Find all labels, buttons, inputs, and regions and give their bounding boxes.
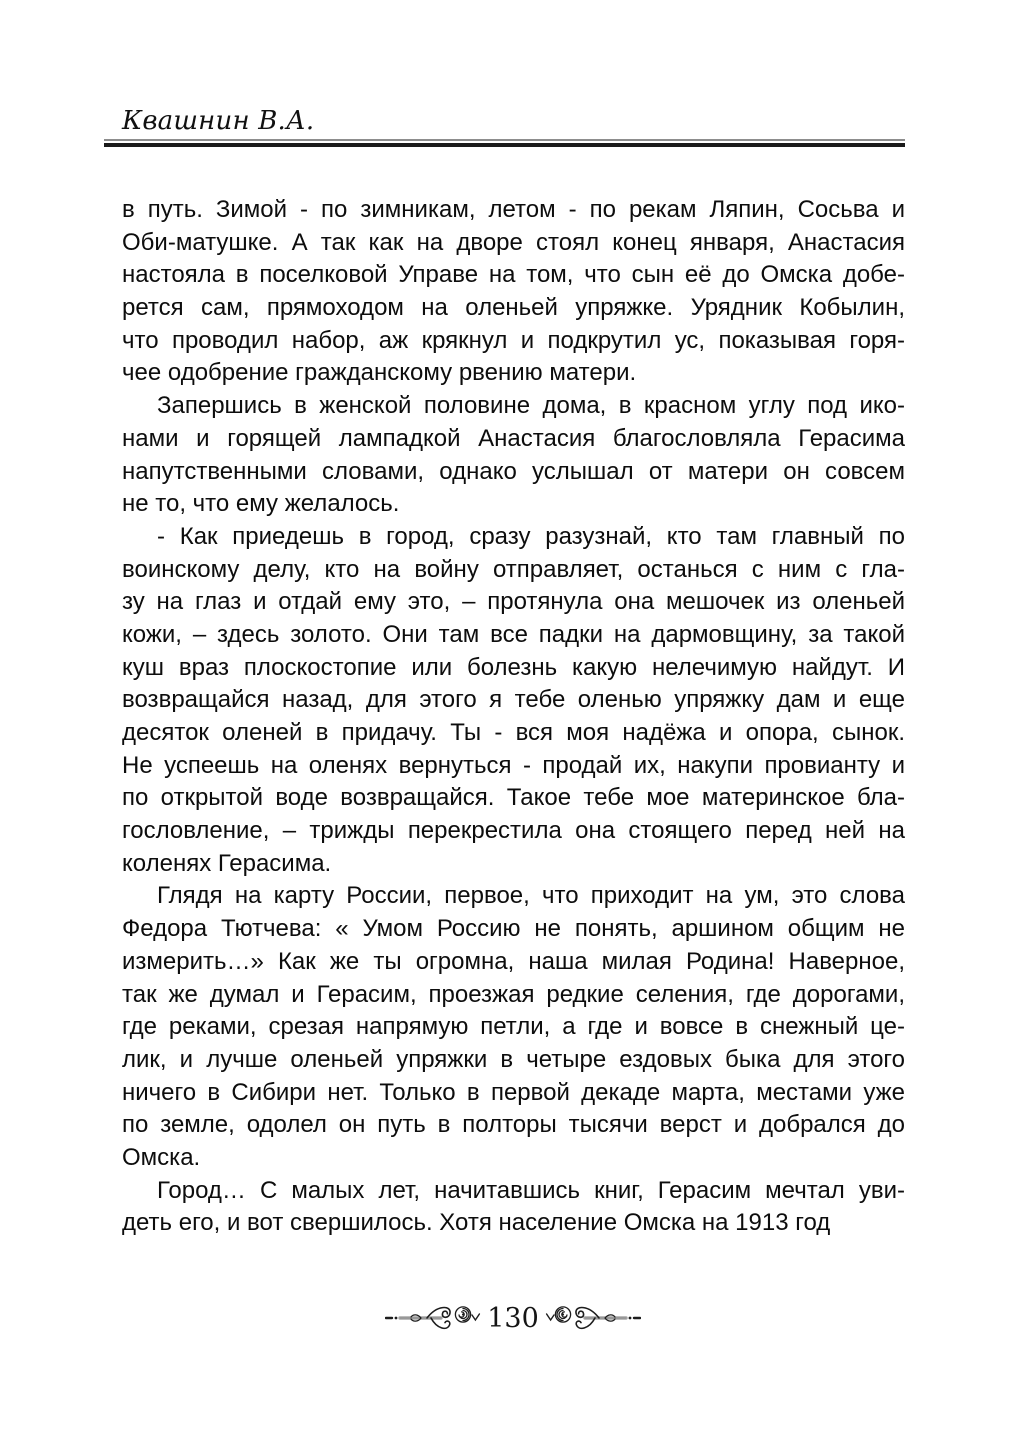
paragraph xyxy=(122,880,905,1174)
text-line: воинскому делу, кто на войну отправляет, останься с ним с гла- xyxy=(122,555,905,583)
text-line: Запершись в женской половине дома, в красном углу под ико- xyxy=(157,392,905,420)
page-footer xyxy=(0,1298,1026,1338)
text-line: Омска. xyxy=(122,1143,201,1171)
text-line: так же думал и Герасим, проезжая редкие селения, где дорогами, xyxy=(122,980,905,1008)
page-number: 130 xyxy=(487,1302,539,1334)
paragraph xyxy=(122,194,905,390)
paragraph xyxy=(122,521,905,881)
text-line: рется сам, прямоходом на оленьей упряжке. Урядник Кобылин, xyxy=(122,294,905,322)
text-line: Оби-матушке. А так как на дворе стоял конец января, Анастасия xyxy=(122,228,905,256)
paragraph xyxy=(122,390,905,521)
text-line: Город… С малых лет, начитавшись книг, Герасим мечтал уви- xyxy=(157,1176,905,1204)
flourish-left-icon xyxy=(385,1301,481,1335)
text-line: деть его, и вот свершилось. Хотя население Омска на 1913 год xyxy=(122,1209,831,1237)
header-rule-thick-line xyxy=(104,143,905,147)
text-line: по земле, одолел он путь в полторы тысячи верст и добрался до xyxy=(122,1111,905,1139)
text-line: чее одобрение гражданскому рвению матери. xyxy=(122,359,637,387)
text-line: нами и горящей лампадкой Анастасия благословляла Герасима xyxy=(122,424,905,452)
text-line: зу на глаз и отдай ему это, – протянула она мешочек из оленьей xyxy=(122,588,905,616)
text-line: коленях Герасима. xyxy=(122,849,332,877)
body-text xyxy=(122,194,905,1240)
text-line: измерить…» Как же ты огромна, наша милая Родина! Наверное, xyxy=(122,947,905,975)
paragraph xyxy=(122,1175,905,1240)
text-line: напутственными словами, однако услышал от матери он совсем xyxy=(122,457,905,485)
text-line: куш враз плоскостопие или болезнь какую нелечимую найдут. И xyxy=(122,653,905,681)
header-rule xyxy=(104,139,905,147)
text-line: в путь. Зимой - по зимникам, летом - по рекам Ляпин, Сосьва и xyxy=(122,196,905,223)
text-line: кожи, – здесь золото. Они там все падки на дармовщину, за такой xyxy=(122,620,905,648)
text-line: гословление, – трижды перекрестила она стоящего перед ней на xyxy=(122,817,905,845)
text-line: - Как приедешь в город, сразу разузнай, кто там главный по xyxy=(157,522,905,550)
text-line: настояла в поселковой Управе на том, что сын её до Омска добе- xyxy=(122,261,905,289)
text-line: возвращайся назад, для этого я тебе оленью упряжку дам и еще xyxy=(122,686,905,714)
text-line: ничего в Сибири нет. Только в первой декаде марта, местами уже xyxy=(122,1078,905,1106)
text-line: лик, и лучше оленьей упряжки в четыре ездовых быка для этого xyxy=(122,1045,905,1073)
text-line: где реками, срезая напрямую петли, а где и вовсе в снежный це- xyxy=(122,1013,905,1041)
text-line: что проводил набор, аж крякнул и подкрутил ус, показывая горя- xyxy=(122,326,905,354)
text-line: Не успеешь на оленях вернуться - продай их, накупи провианту и xyxy=(122,751,905,779)
text-line: по открытой воде возвращайся. Такое тебе мое материнское бла- xyxy=(122,784,905,812)
text-line: не то, что ему желалось. xyxy=(122,490,400,518)
text-line: Глядя на карту России, первое, что приходит на ум, это слова xyxy=(157,882,905,910)
running-header-author: Квашнин В.А. xyxy=(122,106,315,136)
text-line: Федора Тютчева: « Умом Россию не понять, аршином общим не xyxy=(122,915,905,943)
flourish-right-icon xyxy=(545,1301,641,1335)
text-line: десяток оленей в придачу. Ты - вся моя надёжа и опора, сынок. xyxy=(122,719,905,746)
